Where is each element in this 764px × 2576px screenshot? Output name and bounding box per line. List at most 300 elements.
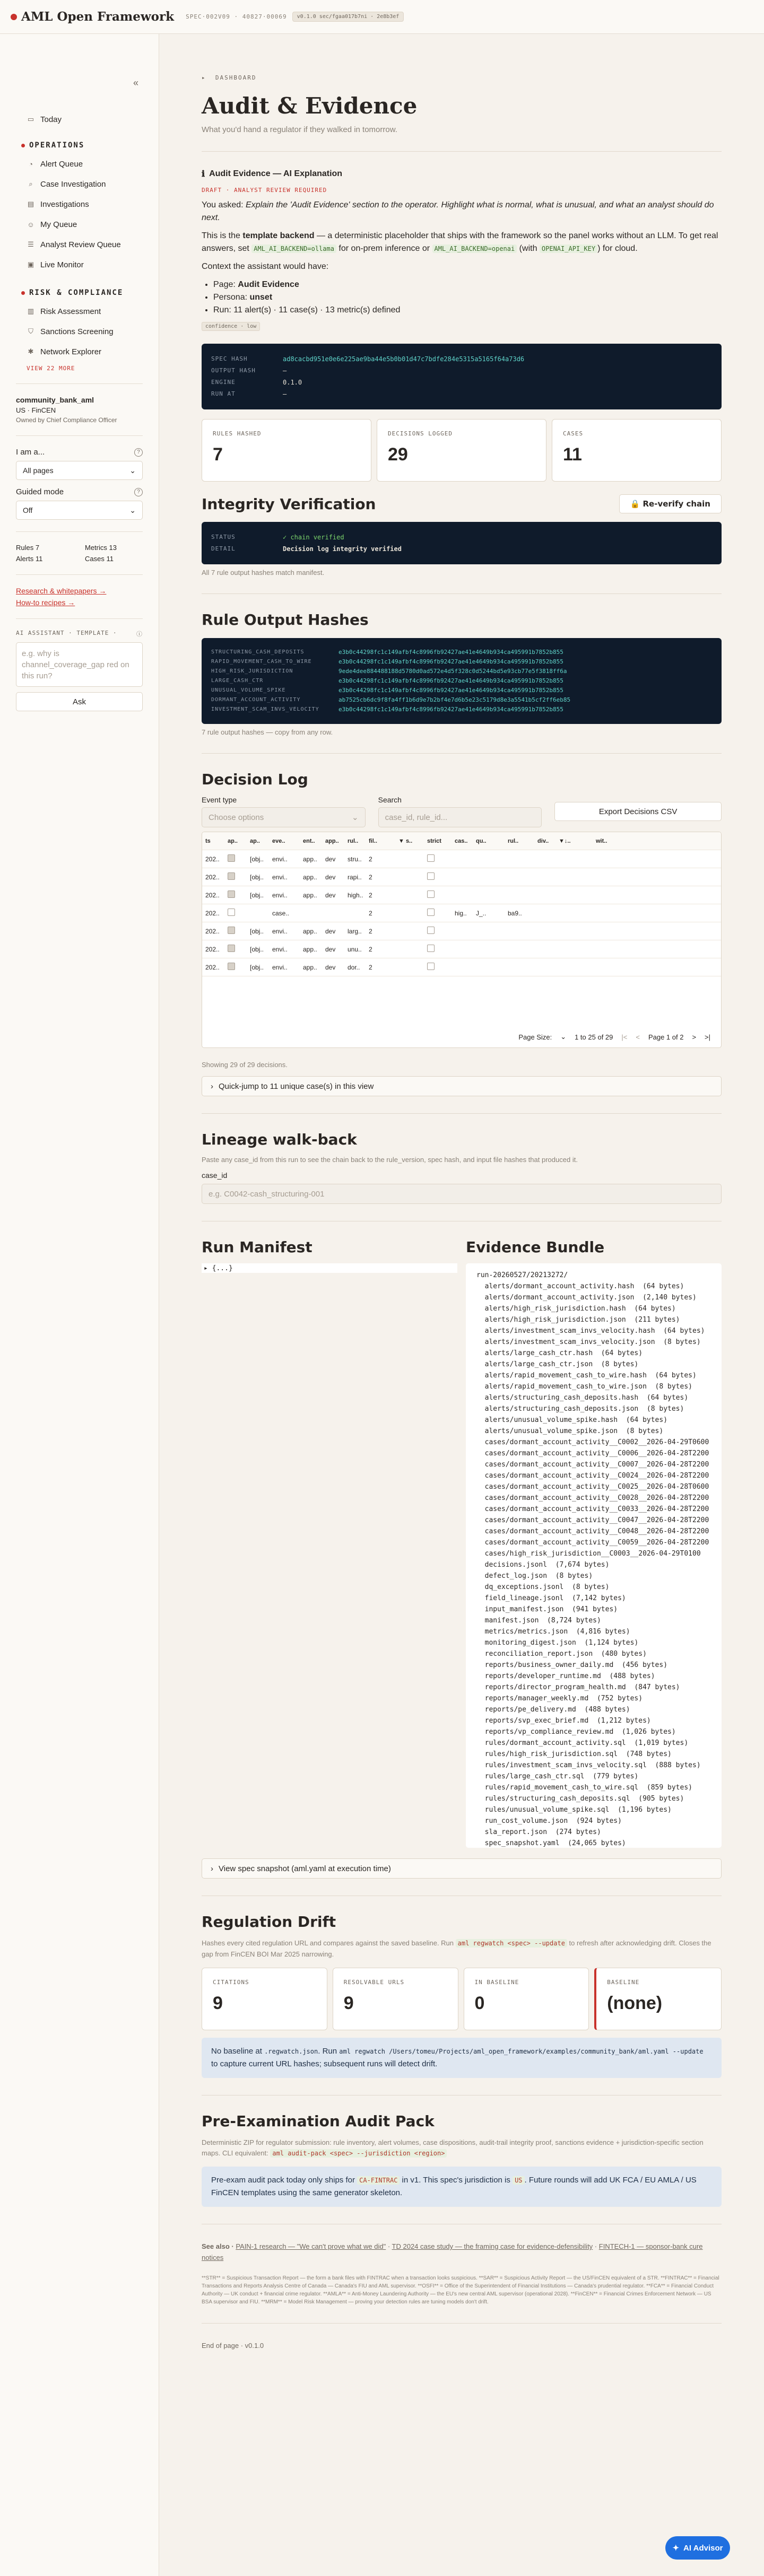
- table-row[interactable]: [202, 940, 721, 958]
- table-cell-flag: [224, 927, 247, 936]
- chevron-down-icon: ⌄: [129, 466, 136, 475]
- checklist-icon: ☰: [28, 240, 34, 248]
- top-bar: [0, 0, 764, 34]
- text: ·: [593, 2242, 599, 2251]
- jurisdiction: CA-FINTRAC: [357, 2176, 400, 2185]
- table-spacer: [202, 976, 721, 1026]
- integrity-panel: [202, 522, 722, 564]
- text: . Run: [318, 2046, 340, 2056]
- info-icon[interactable]: ⓘ: [136, 631, 143, 638]
- field-label: Event type: [202, 796, 237, 804]
- spec-hash-panel: [202, 344, 722, 409]
- recipes-link[interactable]: How-to recipes →: [16, 598, 75, 607]
- user-icon: ☺: [27, 220, 34, 229]
- chevron-down-icon: ⌄: [352, 813, 359, 822]
- column-header[interactable]: wit..: [596, 837, 607, 844]
- card-label: BASELINE: [607, 1978, 640, 1986]
- info-icon: ℹ: [202, 170, 205, 179]
- divider: [202, 2323, 722, 2324]
- divider: [16, 574, 143, 575]
- integrity-heading: [202, 494, 722, 513]
- emph: template backend: [242, 231, 315, 240]
- table-header: [202, 832, 721, 850]
- quickjump-expander[interactable]: [202, 1076, 722, 1096]
- table-cell: [obj..: [250, 873, 264, 881]
- table-cell: [obj..: [250, 891, 264, 899]
- bell-icon: ◔: [29, 160, 33, 168]
- sidebar-item-my-queue[interactable]: [27, 214, 143, 234]
- rule-output-heading: Rule Output Hashes: [202, 611, 369, 628]
- table-cell-flag: [224, 963, 247, 972]
- table-cell: envi..: [272, 855, 288, 863]
- text: You asked:: [202, 200, 246, 209]
- sidebar-item-label: Live Monitor: [40, 260, 84, 269]
- decision-log-heading: Decision Log: [202, 771, 308, 788]
- research-link[interactable]: PAIN-1 research — "We can't prove what we did": [236, 2242, 386, 2251]
- rule-hash-row[interactable]: [211, 648, 712, 657]
- rule-hash-row[interactable]: [211, 686, 712, 695]
- table-cell: dev: [325, 891, 336, 899]
- table-cell: 2: [369, 945, 372, 953]
- ai-advisor-button[interactable]: [665, 2536, 730, 2560]
- table-cell: envi..: [272, 891, 288, 899]
- reverify-chain-button[interactable]: 🔒 Re-verify chain: [619, 494, 722, 513]
- page-size-label: Page Size:: [518, 1033, 552, 1041]
- table-cell: case..: [272, 909, 290, 917]
- last-page-icon[interactable]: >|: [705, 1033, 710, 1041]
- kv-value: 0.1.0: [283, 379, 302, 386]
- operations-heading: [21, 141, 143, 150]
- run-stats: [16, 544, 143, 563]
- help-icon[interactable]: ?: [134, 488, 143, 496]
- audit-pack-info-box: [202, 2167, 722, 2207]
- card-label: RULES HASHED: [213, 430, 262, 437]
- text: This is the: [202, 231, 243, 240]
- table-cell: dev: [325, 927, 336, 935]
- kv-key: OUTPUT HASH: [211, 367, 256, 374]
- table-row[interactable]: [202, 904, 721, 922]
- event-type-filter: [202, 796, 366, 827]
- table-cell: 202..: [205, 855, 220, 863]
- table-cell: 202..: [205, 891, 220, 899]
- section-label: RISK & COMPLIANCE: [29, 289, 124, 297]
- kv-value: —: [283, 367, 287, 374]
- text: No baseline at: [211, 2046, 265, 2056]
- kv-row: [211, 365, 712, 377]
- ai-assistant-title: [16, 630, 143, 638]
- emph: unset: [249, 293, 273, 302]
- search-filter: [378, 796, 542, 827]
- brand-logo-icon: [11, 14, 17, 20]
- view-more-link[interactable]: VIEW 22 MORE: [27, 365, 75, 372]
- text: Page:: [213, 280, 238, 289]
- emph: Audit Evidence: [238, 280, 299, 289]
- page-indicator: Page 1 of 2: [648, 1033, 684, 1041]
- table-cell: rapi..: [348, 873, 362, 881]
- case-id-input[interactable]: e.g. C0042-cash_structuring-001: [202, 1184, 722, 1204]
- card-value: 9: [343, 1993, 354, 2013]
- column-header[interactable]: eve..: [272, 837, 285, 844]
- column-header[interactable]: ap..: [250, 837, 260, 844]
- table-cell: app..: [303, 891, 317, 899]
- text: Persona:: [213, 293, 250, 302]
- table-body: [202, 850, 721, 976]
- table-cell: app..: [303, 945, 317, 953]
- research-link[interactable]: Research & whitepapers →: [16, 587, 107, 595]
- evidence-bundle-column: [466, 1238, 722, 1848]
- table-cell: dor..: [348, 963, 360, 971]
- first-page-icon[interactable]: |<: [621, 1033, 628, 1041]
- rule-id: DORMANT_ACCOUNT_ACTIVITY: [211, 697, 301, 703]
- evidence-bundle-listing: run-20260527/20213272/ alerts/dormant_account_activity.hash (64 bytes) alerts/dormant_account_activity.json (2,140 bytes) alerts/high_risk_jurisdiction.hash (64 bytes) alerts/high_risk_jurisdiction.json (211 bytes) alerts/investment_scam_invs_velocity.hash (64 bytes) alerts/investment_scam_invs_velocity.json (8 bytes) alerts/large_cash_ctr.hash (64 bytes) alerts/large_cash_ctr.json (8 bytes) alerts/rapid_movement_cash_to_wire.hash (64 bytes) alerts/rapid_movement_cash_to_wire.json (8 bytes) alerts/structuring_cash_deposits.hash (64 bytes) alerts/structuring_cash_deposits.json (8 bytes) alerts/unusual_volume_spike.hash (64 bytes) alerts/unusual_volume_spike.json (8 bytes) cases/dormant_account_activity__C0002__2026-04-29T0600 cases/dormant_account_activity__C0006__2026-04-28T2200 cases/dormant_account_activity__C0007__2026-04-28T2200 cases/dormant_account_activity__C0024__2026-04-28T2200 cases/dormant_account_activity__C0025__2026-04-28T0600 cases/dormant_account_activity__C0028__2026-04-28T2200 cases/dormant_account_activity__C0033__2026-04-28T2200 cases/dormant_account_activity__C0047__2026-04-28T2200 cases/dormant_account_activity__C0048__2026-04-28T2200 cases/dormant_account_activity__C0059__2026-04-28T2200 cases/high_risk_jurisdiction__C0003__2026-04-29T0100 decisions.jsonl (7,674 bytes) defect_log.json (8 bytes) dq_exceptions.jsonl (8 bytes) field_lineage.jsonl (7,142 bytes) input_manifest.json (941 bytes) manifest.json (8,724 bytes) metrics/metrics.json (4,816 bytes) monitoring_digest.json (1,124 bytes) reconciliation_report.json (480 bytes) reports/business_owner_daily.md (456 bytes) reports/developer_runtime.md (488 bytes) reports/director_program_health.md (847 bytes) reports/manager_weekly.md (752 bytes) reports/pe_delivery.md (488 bytes) reports/svp_exec_brief.md (1,212 bytes) reports/vp_compliance_review.md (1,026 bytes) rules/dormant_account_activity.sql (1,019 bytes) rules/high_risk_jurisdiction.sql (748 bytes) rules/investment_scam_invs_velocity.sql (888 bytes) rules/large_cash_ctr.sql (779 bytes) rules/rapid_movement_cash_to_wire.sql (859 bytes) rules/structuring_cash_deposits.sql (905 bytes) rules/unusual_volume_spike.sql (1,196 bytes) run_cost_volume.json (924 bytes) sla_report.json (274 bytes) spec_snapshot.yaml (24,065 bytes): [466, 1263, 722, 1848]
- checkbox-icon: [427, 909, 435, 916]
- next-page-icon[interactable]: >: [692, 1033, 697, 1041]
- field-label: Search: [378, 796, 402, 804]
- context-heading: Context the assistant would have:: [202, 262, 329, 271]
- fintech-link[interactable]: FINTECH-1 — sponsor-bank cure notices: [202, 2242, 703, 2261]
- rule-hash-row[interactable]: [211, 695, 712, 705]
- org-name: community_bank_aml: [16, 396, 94, 404]
- kv-key: RUN AT: [211, 390, 236, 397]
- card-value: 11: [563, 444, 582, 465]
- row-range: 1 to 25 of 29: [575, 1033, 613, 1041]
- checkbox-icon: [427, 890, 435, 898]
- divider: [202, 593, 722, 594]
- asked-text: [202, 199, 722, 224]
- table-cell: [obj..: [250, 855, 264, 863]
- org-jurisdiction: US · FinCEN: [16, 406, 56, 414]
- table-cell: stru..: [348, 855, 362, 863]
- column-header[interactable]: rul..: [348, 837, 359, 844]
- table-cell: [obj..: [250, 963, 264, 971]
- sidebar-item-network-explorer[interactable]: [27, 342, 143, 362]
- text: Hashes every cited regulation URL and compares against the saved baseline. Run: [202, 1939, 456, 1947]
- calendar-icon: ▭: [27, 115, 34, 123]
- checkbox-icon: [228, 872, 235, 880]
- rule-hash: ab7525cb6dc9f8fa4ff1b6d9e7b2bf4e7d6b5e23c5179d8e3a5541b5cf2ff6eb85: [338, 696, 571, 703]
- checkbox-icon: [427, 872, 435, 880]
- regulation-drift-description: [202, 1938, 722, 1960]
- checkbox-icon: [228, 927, 235, 934]
- text: ) for cloud.: [597, 244, 638, 253]
- case-study-link[interactable]: TD 2024 case study — the framing case for evidence-defensibility: [392, 2242, 593, 2251]
- sidebar-item-label: Analyst Review Queue: [40, 240, 121, 249]
- rule-hash: e3b0c44298fc1c149afbf4c8996fb92427ae41e4649b934ca495991b7852b855: [338, 687, 563, 694]
- ask-button[interactable]: Ask: [16, 692, 143, 711]
- case-id-label: case_id: [202, 1171, 228, 1180]
- monitor-icon: ▣: [27, 260, 34, 268]
- sidebar-item-live-monitor[interactable]: [27, 255, 143, 275]
- table-row[interactable]: [202, 850, 721, 868]
- table-cell-flag: [424, 890, 452, 900]
- confidence-badge: confidence · low: [202, 322, 260, 331]
- column-header[interactable]: rul..: [508, 837, 519, 844]
- sidebar-item-today[interactable]: [27, 109, 143, 129]
- column-header[interactable]: ent..: [303, 837, 315, 844]
- table-cell: dev: [325, 963, 336, 971]
- table-cell: envi..: [272, 963, 288, 971]
- event-type-select[interactable]: [202, 807, 366, 827]
- divider: [202, 753, 722, 754]
- section-dot-icon: [21, 291, 25, 295]
- checkbox-icon: [228, 854, 235, 862]
- table-row[interactable]: [202, 868, 721, 886]
- regulation-drift-heading: Regulation Drift: [202, 1913, 336, 1931]
- table-cell-flag: [424, 927, 452, 936]
- table-cell-flag: [424, 872, 452, 881]
- env-var: AML_AI_BACKEND=openai: [432, 244, 517, 253]
- kv-value: Decision log integrity verified: [283, 545, 402, 553]
- text: in v1. This spec's jurisdiction is: [400, 2176, 513, 2185]
- table-cell: 2: [369, 873, 372, 881]
- table-cell: 2: [369, 855, 372, 863]
- risk-heading: [21, 289, 143, 297]
- rule-hash-row[interactable]: [211, 657, 712, 667]
- column-header[interactable]: ap..: [228, 837, 238, 844]
- table-cell: 2: [369, 927, 372, 935]
- ai-explanation-heading: [202, 169, 722, 179]
- checkbox-icon: [228, 890, 235, 898]
- page-size-select[interactable]: ⌄: [560, 1033, 567, 1041]
- chevron-right-icon: ›: [211, 1081, 213, 1091]
- draft-label: DRAFT · ANALYST REVIEW REQUIRED: [202, 187, 327, 194]
- card-label: RESOLVABLE URLS: [343, 1978, 405, 1986]
- sparkle-icon: ✦: [672, 2544, 680, 2553]
- spec-snapshot-expander[interactable]: [202, 1858, 722, 1879]
- table-cell-flag: [424, 909, 452, 918]
- selected-value: All pages: [23, 466, 54, 475]
- search-icon: ⌕: [29, 180, 33, 188]
- network-icon: ✱: [28, 347, 34, 355]
- checkbox-icon: [427, 945, 435, 952]
- text: Deterministic ZIP for regulator submission: rule inventory, alert volumes, case dispositions, audit-trail integrity proof, sanctions evidence + jurisdiction-specific section maps. CLI equivalent:: [202, 2138, 704, 2158]
- kv-key: STATUS: [211, 534, 236, 540]
- checkbox-icon: [427, 854, 435, 862]
- table-cell-flag: [424, 963, 452, 972]
- brand[interactable]: [11, 10, 174, 24]
- rule-output-note: 7 rule output hashes — copy from any row.: [202, 728, 333, 736]
- rule-id: STRUCTURING_CASH_DEPOSITS: [211, 649, 305, 655]
- stat-alerts: Alerts 11: [16, 555, 43, 563]
- card-value: 0: [474, 1993, 485, 2013]
- card-label: DECISIONS LOGGED: [388, 430, 453, 437]
- ai-assistant: [16, 630, 143, 711]
- column-header[interactable]: qu..: [476, 837, 487, 844]
- rule-hash-row[interactable]: [211, 667, 712, 676]
- search-input[interactable]: case_id, rule_id...: [378, 807, 542, 827]
- help-icon[interactable]: ?: [134, 448, 143, 457]
- rules-hashed-card: [202, 419, 371, 482]
- table-cell: larg..: [348, 927, 362, 935]
- resolvable-urls-card: [333, 1968, 458, 2030]
- sidebar-item-sanctions-screening[interactable]: [27, 321, 143, 342]
- rule-id: RAPID_MOVEMENT_CASH_TO_WIRE: [211, 659, 312, 665]
- breadcrumb-text: DASHBOARD: [215, 74, 257, 81]
- divider: [16, 531, 143, 532]
- lineage-heading: Lineage walk-back: [202, 1131, 357, 1148]
- kv-key: ENGINE: [211, 379, 236, 386]
- shield-icon: ⛉: [28, 327, 33, 335]
- label-text: I am a...: [16, 448, 45, 457]
- table-cell: 202..: [205, 909, 220, 917]
- list-item: [213, 278, 722, 291]
- table-cell-flag: [224, 945, 247, 954]
- command: aml regwatch /Users/tomeu/Projects/aml_open_framework/examples/community_bank/aml.yaml --update: [339, 2047, 704, 2055]
- main-content: [202, 34, 722, 2352]
- persona-label: [16, 448, 143, 457]
- table-cell: 202..: [205, 927, 220, 935]
- decision-log-filters: [202, 796, 722, 827]
- sidebar-item-analyst-review-queue[interactable]: [27, 234, 143, 255]
- card-value: 7: [213, 444, 223, 465]
- sidebar-item-label: Alert Queue: [40, 159, 83, 169]
- table-cell: high..: [348, 891, 363, 899]
- column-header[interactable]: strict: [427, 837, 441, 844]
- table-cell-flag: [424, 854, 452, 863]
- table-cell: 202..: [205, 945, 220, 953]
- sidebar-item-label: Case Investigation: [40, 179, 106, 189]
- jurisdiction: US: [513, 2176, 524, 2185]
- persona-select[interactable]: [16, 461, 143, 480]
- command: aml regwatch <spec> --update: [456, 1939, 567, 1948]
- table-cell: app..: [303, 873, 317, 881]
- column-header[interactable]: ▼ s..: [398, 837, 413, 844]
- table-cell-flag: [224, 909, 247, 918]
- rule-id: UNUSUAL_VOLUME_SPIKE: [211, 687, 286, 693]
- rule-hash: e3b0c44298fc1c149afbf4c8996fb92427ae41e4649b934ca495991b7852b855: [338, 649, 563, 656]
- guided-mode-label: [16, 487, 143, 496]
- text: for on-prem inference or: [336, 244, 432, 253]
- ai-question-input[interactable]: e.g. why is channel_coverage_gap red on this run?: [16, 642, 143, 687]
- table-cell: app..: [303, 927, 317, 935]
- column-header[interactable]: ts: [205, 837, 211, 844]
- column-header[interactable]: app..: [325, 837, 339, 844]
- kv-key: SPEC HASH: [211, 355, 248, 362]
- table-cell: app..: [303, 855, 317, 863]
- table-row[interactable]: [202, 886, 721, 904]
- breadcrumb: ▸ DASHBOARD: [202, 74, 257, 81]
- checkbox-icon: [228, 963, 235, 970]
- context-list: [202, 278, 722, 317]
- table-cell: dev: [325, 873, 336, 881]
- checkbox-icon: [427, 963, 435, 970]
- checkbox-icon: [427, 927, 435, 934]
- section-label: OPERATIONS: [29, 141, 85, 150]
- question: Explain the 'Audit Evidence' section to the operator. Highlight what is normal, what is unusual, and what an analyst should do next.: [202, 200, 714, 222]
- table-cell-flag: [224, 890, 247, 900]
- table-cell: 2: [369, 891, 372, 899]
- baseline-card: [594, 1968, 722, 2030]
- table-cell: 2: [369, 963, 372, 971]
- export-decisions-csv-button[interactable]: Export Decisions CSV: [554, 802, 722, 821]
- rule-id: LARGE_CASH_CTR: [211, 678, 264, 684]
- column-header[interactable]: cas..: [455, 837, 468, 844]
- stat-metrics: Metrics 13: [85, 544, 117, 552]
- kv-value[interactable]: ad8cacbd951e0e6e225ae9ba44e5b0b01d47c7bdfe284e5315a5165f64a73d6: [283, 355, 525, 363]
- table-cell: [obj..: [250, 945, 264, 953]
- divider: [16, 435, 143, 436]
- fab-label: AI Advisor: [683, 2543, 723, 2553]
- in-baseline-card: [464, 1968, 589, 2030]
- table-cell: hig..: [455, 909, 467, 917]
- sidebar-item-case-investigation[interactable]: [27, 174, 143, 194]
- rule-id: HIGH_RISK_JURISDICTION: [211, 668, 293, 674]
- table-cell: envi..: [272, 945, 288, 953]
- table-cell: dev: [325, 855, 336, 863]
- table-cell-flag: [224, 854, 247, 863]
- list-item: [213, 291, 722, 304]
- page-subtitle: What you'd hand a regulator if they walked in tomorrow.: [202, 125, 397, 134]
- card-label: IN BASELINE: [474, 1978, 519, 1986]
- placeholder: Choose options: [209, 813, 264, 822]
- table-cell: ba9..: [508, 909, 522, 917]
- table-cell: 202..: [205, 963, 220, 971]
- drift-cards: [202, 1968, 722, 2030]
- text: Pre-exam audit pack today only ships for: [211, 2176, 358, 2185]
- kv-value: ✓ chain verified: [283, 534, 344, 541]
- list-item: • Run: 11 alert(s) · 11 case(s) · 13 metric(s) defined: [213, 304, 722, 317]
- prev-page-icon[interactable]: <: [636, 1033, 640, 1041]
- text: to capture current URL hashes; subsequent runs will detect drift.: [211, 2059, 438, 2068]
- section-title: Integrity Verification: [202, 495, 376, 513]
- version-badge: v0.1.0 sec/fgaa017b7ni · 2e8b3ef: [292, 12, 404, 22]
- kv-row: [211, 531, 712, 543]
- run-manifest-heading: Run Manifest: [202, 1238, 312, 1256]
- kv-key: DETAIL: [211, 545, 236, 552]
- page-title: Audit & Evidence: [202, 93, 418, 119]
- sidebar-item-alert-queue[interactable]: [27, 154, 143, 174]
- collapse-sidebar-icon[interactable]: «: [133, 77, 138, 88]
- run-manifest-json[interactable]: ▸ {...}: [202, 1263, 457, 1273]
- rule-hash: e3b0c44298fc1c149afbf4c8996fb92427ae41e4649b934ca495991b7852b855: [338, 706, 563, 713]
- table-cell: [obj..: [250, 927, 264, 935]
- card-value: (none): [607, 1993, 663, 2013]
- brand-name: AML Open Framework: [21, 10, 175, 24]
- column-header[interactable]: div..: [537, 837, 549, 844]
- audit-pack-heading: Pre-Examination Audit Pack: [202, 2112, 435, 2130]
- rule-hash-row[interactable]: [211, 676, 712, 686]
- label-text: Guided mode: [16, 487, 64, 496]
- chevron-down-icon: ⌄: [129, 505, 136, 514]
- baseline-info-box: [202, 2038, 722, 2078]
- text: — a deterministic placeholder that ships with the framework so the panel works without an LLM. To get real answers, set: [202, 231, 718, 253]
- rule-id: INVESTMENT_SCAM_INVS_VELOCITY: [211, 706, 319, 712]
- decision-log-note: Showing 29 of 29 decisions.: [202, 1061, 288, 1069]
- table-cell-flag: [224, 872, 247, 881]
- see-also: [202, 2241, 722, 2264]
- decisions-logged-card: [377, 419, 546, 482]
- chevron-right-icon: ›: [211, 1864, 213, 1873]
- section-dot-icon: [21, 144, 25, 147]
- expander-label: Quick-jump to 11 unique case(s) in this view: [219, 1081, 374, 1091]
- table-row[interactable]: [202, 958, 721, 976]
- sidebar-item-risk-assessment[interactable]: [27, 301, 143, 321]
- table-cell: envi..: [272, 873, 288, 881]
- rule-hash-row[interactable]: [211, 705, 712, 714]
- table-row[interactable]: [202, 922, 721, 940]
- text: (with: [517, 244, 540, 253]
- divider: [202, 1113, 722, 1114]
- column-header[interactable]: fil..: [369, 837, 377, 844]
- column-header[interactable]: ▼↓..: [559, 837, 571, 844]
- table-cell: envi..: [272, 927, 288, 935]
- table-cell: J_..: [476, 909, 487, 917]
- guided-mode-select[interactable]: [16, 501, 143, 520]
- env-var: AML_AI_BACKEND=ollama: [251, 244, 336, 253]
- audit-pack-description: [202, 2137, 722, 2160]
- sidebar-item-investigations[interactable]: [27, 194, 143, 214]
- evidence-bundle-heading: Evidence Bundle: [466, 1238, 605, 1256]
